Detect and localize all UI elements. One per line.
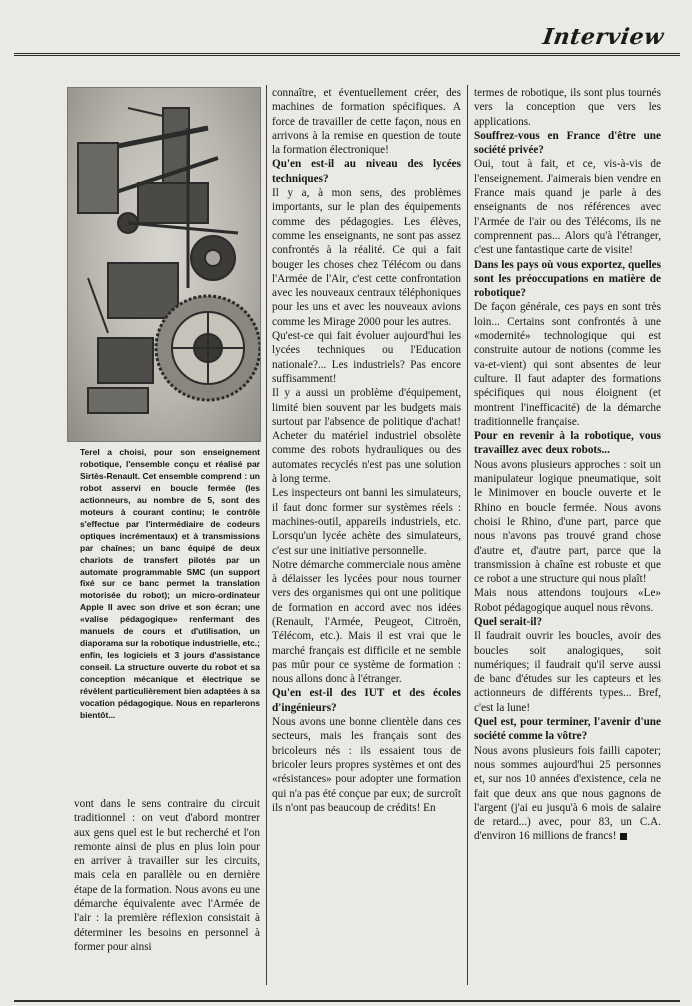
paragraph: vont dans le sens contraire du circuit traditionnel : on veut d'abord montrer aux gens quel est le but recherché et l'on remonte ainsi de plus en plus loin pour en arriver à travailler sur les circuits, mais cela en parallèle ou en dernière étape de la formation. Nous avons eu une démarche équivalente avec l'Armée de l'air : la première réflexion consistait à déterminer les besoins en personnel à former pour ainsi [74, 798, 260, 953]
interview-question: Souffrez-vous en France d'être une société privée? [474, 129, 661, 157]
paragraph: Les inspecteurs ont banni les simulateurs, il faut donc former sur systèmes réels : machines-outil, appareils industriels, etc. Lorsqu'un lycée achète des simulateurs, c'est sur une initiative personnelle. [272, 487, 461, 557]
paragraph: Il y a, à mon sens, des problèmes importants, sur le plan des équipements comme des pédagogies. Les élèves, comme les enseignants, ne sont pas assez confrontés à la réalité. Ce qui a fait bouger les choses chez Télécom ou dans l'Armée de l'Air, c'est cette confrontation avec les nouveaux centraux téléphoniques pour les uns et avec les nouveaux avions comme les Mirage 2000 pour les autres. [272, 187, 461, 328]
article-column-2 [272, 86, 461, 815]
paragraph: Oui, tout à fait, et ce, vis-à-vis de l'enseignement. J'aimerais bien vendre en France mais quand je parle à des enseignants de nos références avec l'Armée de l'air ou des Télécoms, ils ne comprennent pas... Alors qu'à l'étranger, c'est une fantastique carte de visite! [474, 158, 661, 257]
footer-rule [14, 1000, 680, 1002]
interview-question: Dans les pays où vous exportez, quelles sont les préoccupations en matière de robotique? [474, 258, 661, 300]
paragraph: Notre démarche commerciale nous amène à délaisser les lycées pour nous tourner vers des organismes qui ont une politique de formation en accord avec nos idées (Renault, l'Armée, Peugeot, Citroën, Télécom, etc.). Mais il est vrai que le marché français est difficile et ne semble pas mûr pour ce système de formation : nous allons donc à l'étranger. [272, 558, 461, 686]
interview-question: Qu'en est-il des IUT et des écoles d'ingénieurs? [272, 687, 461, 714]
column-divider-2 [467, 85, 468, 985]
interview-question: Quel serait-il? [474, 615, 543, 628]
robot-photo [67, 87, 261, 442]
column-divider-1 [266, 85, 267, 985]
interview-question: Quel est, pour terminer, l'avenir d'une société comme la vôtre? [474, 716, 661, 743]
end-of-article-mark [620, 833, 627, 840]
paragraph: Nous avons une bonne clientèle dans ces secteurs, mais les français sont des bricoleurs nés : ils essaient tous de bricoler leurs propres systèmes et ont des «résistances» pour adopter une formation qui n'a pas été conçue par eux; de surcroît ils n'ont pas beaucoup de crédits! En [272, 716, 461, 814]
article-column-1 [74, 797, 260, 954]
paragraph: connaître, et éventuellement créer, des machines de formation spécifiques. A force de travailler de cette façon, nous en arrivons à la remise en question de toute la formation électronique! [272, 87, 461, 157]
interview-question: Qu'en est-il au niveau des lycées techniques? [272, 158, 461, 185]
paragraph: Mais nous attendons toujours «Le» Robot pédagogique auquel nous rêvons. [474, 587, 661, 614]
paragraph: Il y a aussi un problème d'équipement, limité bien souvent par les budgets mais surtout par l'absence de politique d'achat! Acheter du matériel industriel obsolète comme des robots hydrauliques ou des automates recyclés n'est pas une solution à long terme. [272, 387, 461, 486]
paragraph: De façon générale, ces pays en sont très loin... Certains sont confrontés à une «modernité» technologique qui est construite autour de notions (comme les va-et-vient) qui sont absentes de leur culture. Il faut adapter des formations spécifiques qui nous éloignent (et montrent l'inefficacité) de la démarche traditionnelle française. [474, 301, 661, 428]
paragraph: Il faudrait ouvrir les boucles, avoir des boucles soit analogiques, soit numériques; il faudrait qu'il serve aussi de banc d'études sur les capteurs et les actionneurs de différents types... Bref, c'est la lune! [474, 630, 661, 714]
section-label: Interview [536, 24, 672, 50]
paragraph: Qu'est-ce qui fait évoluer aujourd'hui les lycées techniques ou l'Education nationale?... Les industriels? Pas encore suffisamment! [272, 330, 461, 385]
paragraph: termes de robotique, ils sont plus tournés vers la conception que vers les applications. [474, 87, 661, 128]
paragraph: Nous avons plusieurs approches : soit un manipulateur logique pneumatique, soit le Minimover en boucle ouverte et le Rhino en boucle fermée. Nous avons choisi le Rhino, d'une part, parce que nous n'avons pas trouvé grand chose d'autre et, d'autre part, parce que la transmission à chaîne est robuste et que ce robot a une structure qui nous plaît! [474, 458, 661, 586]
article-column-3 [474, 86, 661, 844]
header-rule [14, 53, 680, 56]
photo-caption: Terel a choisi, pour son enseignement robotique, l'ensemble conçu et réalisé par Sirtès-Renault. Cet ensemble comprend : un robot asservi en boucle fermée (les actionneurs, au nombre de 5, sont des moteurs à courant continu; le contrôle s'effectue par l'intermédiaire de codeurs optiques incrémentaux) et à transmissions par chaînes; un banc équipé de deux chariots de transfert pilotés par un automate programmable SMC (un support fixé sur ce banc permet la translation motorisée du robot); un micro-ordinateur Apple II avec son drive et son écran; une «valise pédagogique» renfermant des manuels de cours et d'utilisation, un diaporama sur la robotique industrielle, etc.; enfin, les logiciels et 3 jours d'assistance conseil. La structure ouverte du robot et sa conception mécanique et électrique se révèlent particulièrement bien adaptées à sa vocation pédagogique. Nous en reparlerons bientôt... [80, 447, 260, 720]
paragraph: Nous avons plusieurs fois failli capoter; nous sommes aujourd'hui 25 personnes et, sur nos 10 années d'existence, cela ne fait que deux ans que nous gagnons de l'argent (j'ai eu jusqu'à 6 mois de salaire de retard...) avec, pour 83, un C.A. d'environ 16 millions de francs! [474, 744, 661, 843]
interview-question: Pour en revenir à la robotique, vous travaillez avec deux robots... [474, 430, 661, 457]
